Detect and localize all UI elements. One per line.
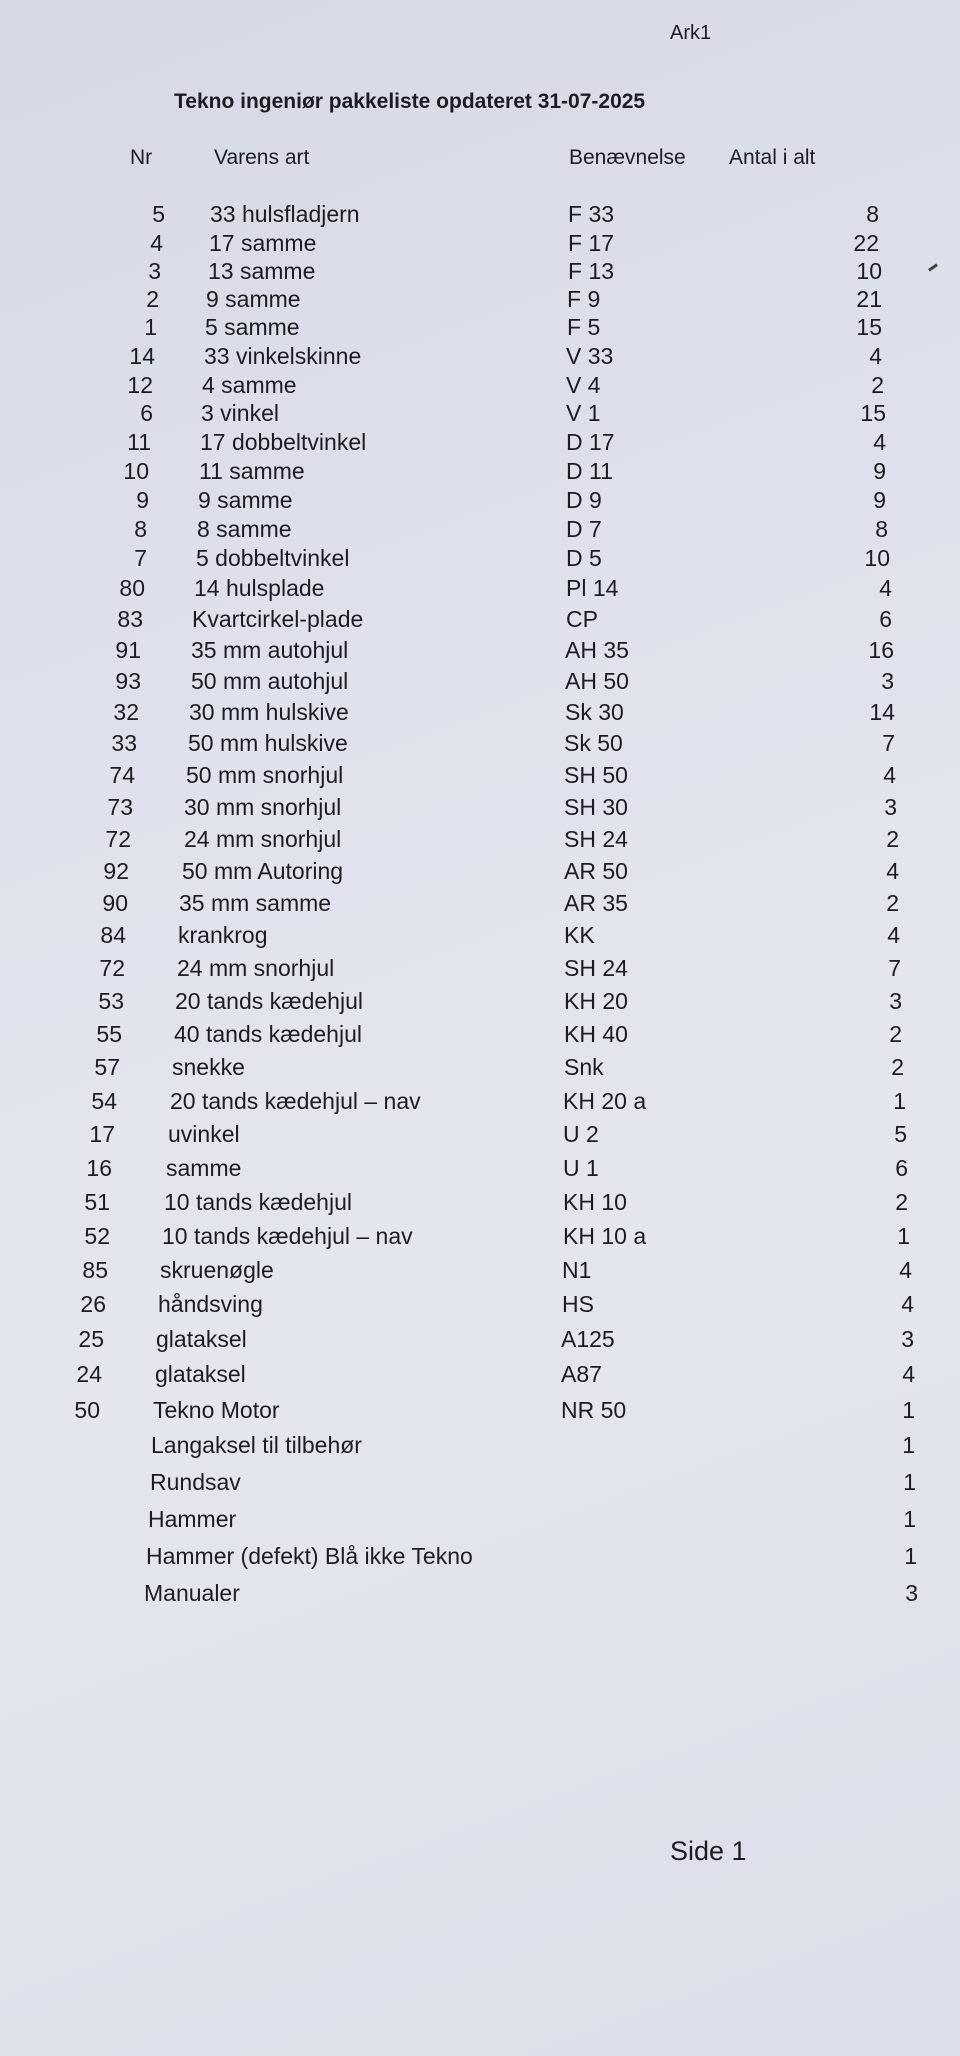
table-row	[0, 1257, 960, 1287]
row-varens-art: samme	[166, 1155, 242, 1181]
row-antal: 2	[886, 890, 899, 916]
row-varens-art: uvinkel	[168, 1121, 240, 1147]
table-row	[0, 1155, 960, 1185]
row-nr: 1	[144, 314, 157, 340]
row-antal: 2	[895, 1189, 908, 1215]
table-row	[0, 1506, 960, 1536]
row-nr: 73	[107, 794, 133, 820]
row-benaevnelse: Sk 30	[565, 699, 624, 725]
row-benaevnelse: HS	[562, 1291, 594, 1317]
row-varens-art: glataksel	[155, 1361, 246, 1387]
table-row	[0, 1432, 960, 1462]
row-antal: 1	[904, 1543, 917, 1569]
row-varens-art: Rundsav	[150, 1469, 241, 1495]
row-nr: 17	[89, 1121, 115, 1147]
row-antal: 7	[888, 955, 901, 981]
row-varens-art: 17 dobbeltvinkel	[200, 429, 367, 455]
row-varens-art: 10 tands kædehjul	[164, 1189, 352, 1215]
table-row	[0, 545, 960, 575]
row-benaevnelse: SH 50	[564, 762, 628, 788]
row-varens-art: 24 mm snorhjul	[184, 826, 342, 852]
row-benaevnelse: AH 50	[565, 668, 629, 694]
row-antal: 1	[903, 1506, 916, 1532]
row-antal: 3	[901, 1326, 914, 1352]
row-benaevnelse: KH 40	[564, 1021, 628, 1047]
row-varens-art: 35 mm samme	[179, 890, 332, 916]
table-row	[0, 372, 960, 402]
row-nr: 8	[134, 516, 147, 542]
table-row	[0, 1291, 960, 1321]
table-row	[0, 286, 960, 316]
row-antal: 2	[886, 826, 899, 852]
row-benaevnelse: CP	[566, 606, 598, 632]
row-benaevnelse: D 17	[566, 429, 615, 455]
row-antal: 21	[856, 286, 882, 312]
table-row	[0, 606, 960, 636]
table-row	[0, 955, 960, 985]
row-varens-art: 50 mm Autoring	[182, 858, 344, 884]
row-benaevnelse: F 5	[567, 314, 601, 340]
row-benaevnelse: SH 30	[564, 794, 628, 820]
row-varens-art: 5 samme	[205, 314, 300, 340]
row-antal: 4	[886, 858, 899, 884]
row-varens-art: 30 mm snorhjul	[184, 794, 342, 820]
row-varens-art: Kvartcirkel-plade	[192, 606, 364, 632]
table-row	[0, 922, 960, 952]
row-varens-art: 8 samme	[197, 516, 292, 542]
row-varens-art: 33 vinkelskinne	[204, 343, 362, 369]
table-row	[0, 699, 960, 729]
header-nr: Nr	[130, 146, 153, 169]
row-nr: 33	[111, 730, 137, 756]
row-benaevnelse: A125	[561, 1326, 615, 1352]
row-benaevnelse: AH 35	[565, 637, 629, 663]
table-row	[0, 429, 960, 459]
row-benaevnelse: V 1	[566, 400, 601, 426]
row-benaevnelse: U 2	[563, 1121, 599, 1147]
row-nr: 32	[113, 699, 139, 725]
row-benaevnelse: KH 10	[563, 1189, 627, 1215]
row-benaevnelse: D 9	[566, 487, 602, 513]
row-varens-art: 5 dobbeltvinkel	[196, 545, 350, 571]
table-row	[0, 201, 960, 231]
row-antal: 22	[853, 230, 879, 256]
row-antal: 1	[893, 1088, 906, 1114]
row-antal: 2	[889, 1021, 902, 1047]
row-nr: 9	[136, 487, 149, 513]
row-benaevnelse: A87	[561, 1361, 602, 1387]
table-row	[0, 730, 960, 760]
row-varens-art: skruenøgle	[160, 1257, 274, 1283]
row-antal: 9	[873, 458, 886, 484]
table-row	[0, 1469, 960, 1499]
table-row	[0, 1223, 960, 1253]
row-nr: 14	[129, 343, 155, 369]
row-benaevnelse: SH 24	[564, 955, 628, 981]
table-row	[0, 1397, 960, 1427]
row-nr: 83	[117, 606, 143, 632]
table-row	[0, 343, 960, 373]
row-benaevnelse: NR 50	[561, 1397, 627, 1423]
row-varens-art: Hammer (defekt) Blå ikke Tekno	[146, 1543, 473, 1569]
row-varens-art: Hammer	[148, 1506, 237, 1532]
row-nr: 50	[74, 1397, 100, 1423]
row-benaevnelse: AR 50	[564, 858, 628, 884]
row-benaevnelse: KH 10 a	[563, 1223, 647, 1249]
row-antal: 4	[869, 343, 882, 369]
table-row	[0, 1189, 960, 1219]
table-row	[0, 1021, 960, 1051]
row-nr: 4	[150, 230, 163, 256]
row-nr: 51	[84, 1189, 110, 1215]
table-row	[0, 762, 960, 792]
row-nr: 2	[146, 286, 159, 312]
row-antal: 1	[902, 1397, 915, 1423]
row-benaevnelse: Pl 14	[566, 575, 619, 601]
row-benaevnelse: D 11	[566, 458, 613, 484]
table-row	[0, 826, 960, 856]
row-benaevnelse: Snk	[564, 1054, 604, 1080]
row-benaevnelse: F 9	[567, 286, 601, 312]
row-benaevnelse: U 1	[563, 1155, 599, 1181]
row-antal: 4	[887, 922, 900, 948]
row-antal: 4	[879, 575, 892, 601]
row-benaevnelse: D 5	[566, 545, 602, 571]
row-antal: 6	[879, 606, 892, 632]
row-antal: 5	[894, 1121, 907, 1147]
table-row	[0, 487, 960, 517]
row-nr: 55	[96, 1021, 122, 1047]
table-row	[0, 1580, 960, 1610]
table-row	[0, 890, 960, 920]
row-varens-art: 10 tands kædehjul – nav	[162, 1223, 413, 1249]
row-benaevnelse: V 4	[566, 372, 601, 398]
row-varens-art: håndsving	[158, 1291, 263, 1317]
row-nr: 3	[148, 258, 161, 284]
row-varens-art: 20 tands kædehjul	[175, 988, 363, 1014]
row-antal: 8	[866, 201, 879, 227]
row-antal: 4	[901, 1291, 914, 1317]
row-benaevnelse: SH 24	[564, 826, 628, 852]
row-varens-art: 50 mm snorhjul	[186, 762, 344, 788]
row-nr: 26	[80, 1291, 106, 1317]
table-row	[0, 988, 960, 1018]
page-title: Tekno ingeniør pakkeliste opdateret 31-07-2025	[174, 90, 646, 113]
row-nr: 91	[115, 637, 141, 663]
table-row	[0, 668, 960, 698]
header-benaevnelse: Benævnelse	[569, 146, 686, 169]
row-nr: 12	[127, 372, 153, 398]
row-varens-art: glataksel	[156, 1326, 247, 1352]
row-nr: 57	[94, 1054, 120, 1080]
row-benaevnelse: D 7	[566, 516, 602, 542]
row-benaevnelse: F 33	[568, 201, 615, 227]
row-benaevnelse: N1	[562, 1257, 592, 1283]
row-nr: 80	[119, 575, 145, 601]
row-nr: 5	[152, 201, 165, 227]
table-row	[0, 858, 960, 888]
row-antal: 4	[899, 1257, 912, 1283]
row-nr: 7	[134, 545, 147, 571]
row-antal: 1	[897, 1223, 910, 1249]
row-nr: 54	[91, 1088, 117, 1114]
row-varens-art: 33 hulsfladjern	[210, 201, 360, 227]
row-antal: 3	[881, 668, 894, 694]
row-antal: 2	[871, 372, 884, 398]
row-antal: 8	[875, 516, 888, 542]
table-row	[0, 1361, 960, 1391]
row-varens-art: 50 mm autohjul	[191, 668, 349, 694]
row-varens-art: 14 hulsplade	[194, 575, 325, 601]
row-nr: 85	[82, 1257, 108, 1283]
row-benaevnelse: V 33	[566, 343, 614, 369]
table-row	[0, 575, 960, 605]
row-benaevnelse: Sk 50	[564, 730, 623, 756]
row-varens-art: 3 vinkel	[201, 400, 279, 426]
row-varens-art: 30 mm hulskive	[189, 699, 349, 725]
row-varens-art: 9 samme	[206, 286, 301, 312]
row-antal: 9	[873, 487, 886, 513]
row-antal: 6	[895, 1155, 908, 1181]
row-antal: 3	[889, 988, 902, 1014]
table-row	[0, 458, 960, 488]
row-nr: 90	[102, 890, 128, 916]
table-row	[0, 516, 960, 546]
row-nr: 16	[86, 1155, 112, 1181]
row-benaevnelse: KK	[564, 922, 595, 948]
row-varens-art: 35 mm autohjul	[191, 637, 349, 663]
table-row	[0, 1054, 960, 1084]
row-nr: 52	[84, 1223, 110, 1249]
table-row	[0, 1543, 960, 1573]
row-varens-art: 4 samme	[202, 372, 297, 398]
row-varens-art: snekke	[172, 1054, 245, 1080]
row-antal: 1	[902, 1432, 915, 1458]
row-antal: 4	[902, 1361, 915, 1387]
row-nr: 53	[98, 988, 124, 1014]
row-nr: 24	[76, 1361, 102, 1387]
page-footer: Side 1	[670, 1836, 747, 1866]
table-row	[0, 1088, 960, 1118]
row-benaevnelse: F 13	[568, 258, 615, 284]
row-varens-art: 13 samme	[208, 258, 316, 284]
row-varens-art: 17 samme	[209, 230, 317, 256]
row-antal: 3	[905, 1580, 918, 1606]
row-antal: 14	[869, 699, 895, 725]
row-antal: 4	[873, 429, 886, 455]
row-varens-art: krankrog	[178, 922, 268, 948]
row-nr: 74	[109, 762, 135, 788]
row-benaevnelse: KH 20	[564, 988, 628, 1014]
table-row	[0, 1121, 960, 1151]
row-nr: 10	[123, 458, 149, 484]
row-nr: 72	[99, 955, 125, 981]
row-nr: 25	[78, 1326, 104, 1352]
row-varens-art: 11 samme	[199, 458, 305, 484]
table-row	[0, 1326, 960, 1356]
row-varens-art: 9 samme	[198, 487, 293, 513]
row-nr: 72	[105, 826, 131, 852]
row-varens-art: 50 mm hulskive	[188, 730, 348, 756]
row-nr: 84	[100, 922, 126, 948]
table-row	[0, 400, 960, 430]
row-varens-art: Manualer	[144, 1580, 240, 1606]
row-antal: 15	[860, 400, 886, 426]
row-antal: 7	[882, 730, 895, 756]
row-antal: 10	[864, 545, 890, 571]
row-benaevnelse: AR 35	[564, 890, 628, 916]
row-antal: 2	[891, 1054, 904, 1080]
row-varens-art: 24 mm snorhjul	[177, 955, 335, 981]
row-antal: 4	[883, 762, 896, 788]
row-benaevnelse: KH 20 a	[563, 1088, 647, 1114]
row-antal: 15	[856, 314, 882, 340]
row-antal: 10	[856, 258, 882, 284]
table-row	[0, 314, 960, 344]
row-varens-art: Langaksel til tilbehør	[151, 1432, 362, 1458]
table-row	[0, 258, 960, 288]
header-varens-art: Varens art	[214, 146, 310, 169]
table-row	[0, 794, 960, 824]
table-row	[0, 637, 960, 667]
row-varens-art: 20 tands kædehjul – nav	[170, 1088, 421, 1114]
table-row	[0, 230, 960, 260]
row-nr: 6	[140, 400, 153, 426]
header-antal: Antal i alt	[729, 146, 816, 169]
row-nr: 93	[115, 668, 141, 694]
row-varens-art: Tekno Motor	[153, 1397, 280, 1423]
row-antal: 16	[868, 637, 894, 663]
sheet-name: Ark1	[670, 22, 712, 44]
row-nr: 11	[127, 429, 151, 455]
row-benaevnelse: F 17	[568, 230, 615, 256]
row-antal: 1	[903, 1469, 916, 1495]
row-varens-art: 40 tands kædehjul	[174, 1021, 362, 1047]
row-antal: 3	[884, 794, 897, 820]
row-nr: 92	[103, 858, 129, 884]
